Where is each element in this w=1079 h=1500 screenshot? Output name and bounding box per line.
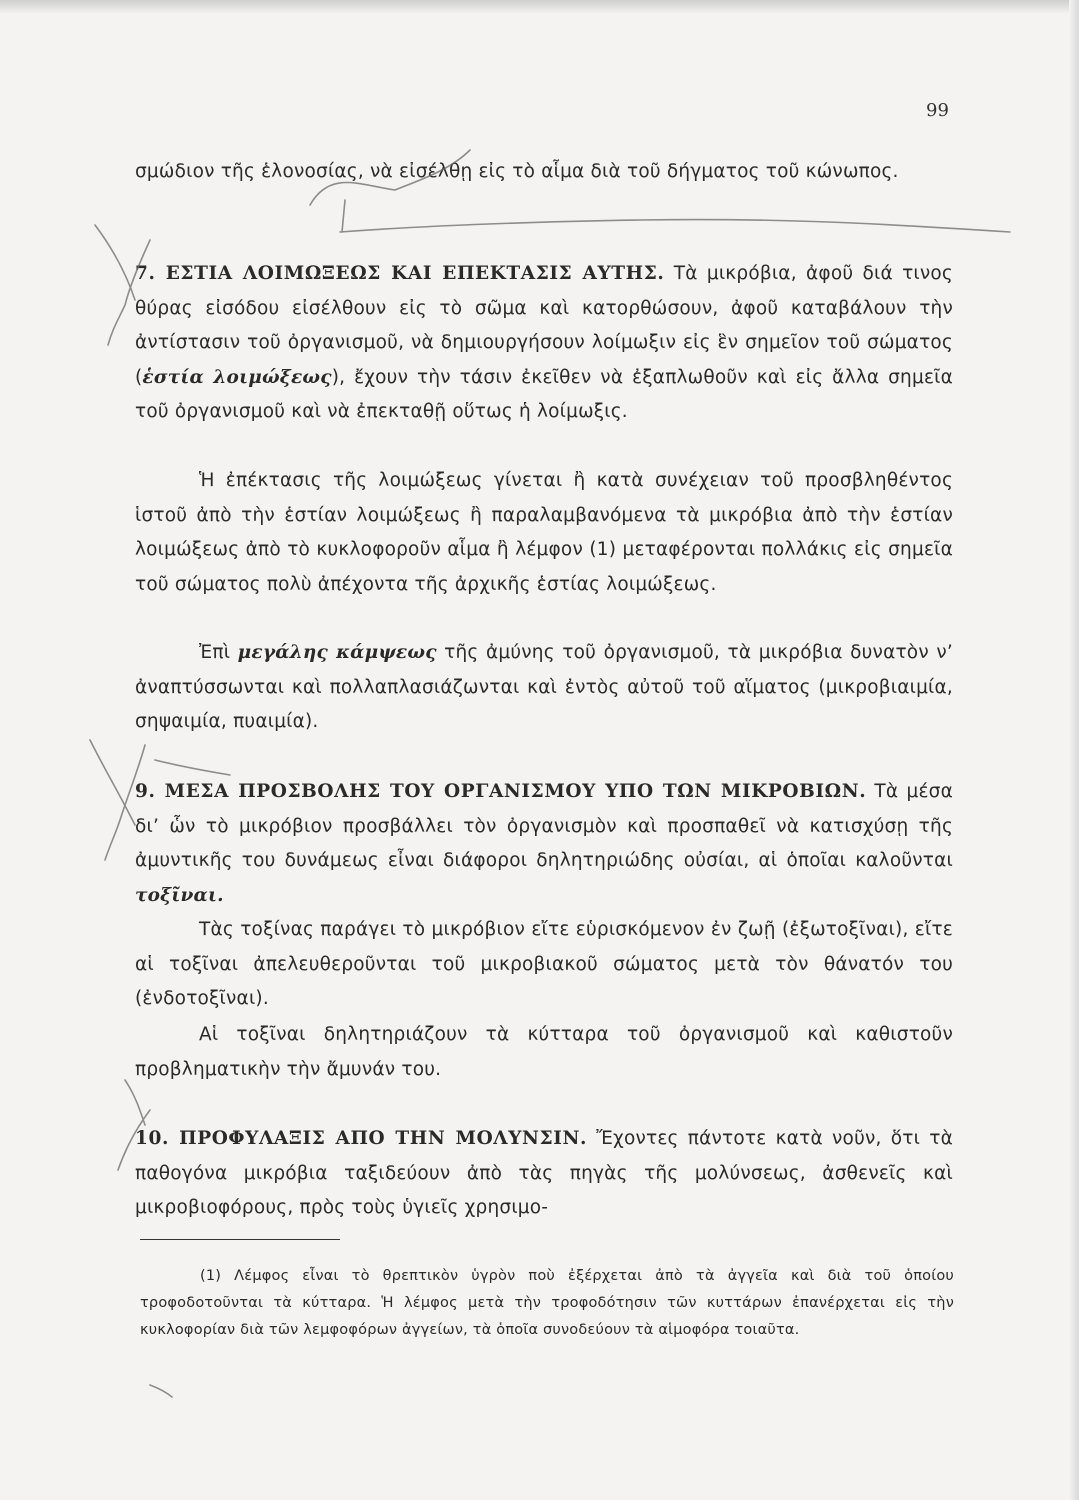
section-9 [135, 775, 953, 913]
section-10-heading: 10. ΠΡΟΦΥΛΑΞΙΣ ΑΠΟ ΤΗΝ ΜΟΛΥΝΣΙΝ. [135, 1128, 588, 1149]
paragraph-weakening [135, 636, 953, 740]
paragraph-text: Ἡ ἐπέκτασις τῆς λοιμώξεως γίνεται ἢ κατὰ συνέχειαν τοῦ προσβληθέντος ἱστοῦ ἀπὸ τὴν ἑστίαν λοιμώξεως ἢ παραλαμβανόμενα τὰ μικρόβια ἀπὸ τὴν ἑστίαν λοιμώξεως ἀπὸ τὸ κυκλοφοροῦν αἷμα ἢ λέμφον (1) μεταφέρονται πολλάκις εἰς σημεῖα τοῦ σώματος πολὺ ἀπέχοντα τῆς ἀρχικῆς ἑστίας λοιμώξεως. [135, 470, 953, 595]
footnote [140, 1263, 954, 1344]
paragraph-text-b: τῆς ἀμύνης τοῦ ὀργανισμοῦ, τὰ μικρόβια δυνατὸν ν’ ἀναπτύσσωνται καὶ πολλαπλασιάζωνται καὶ ἐντὸς αὐτοῦ τοῦ αἵματος (μικροβιαιμία, σηψαιμία, πυαιμία). [135, 642, 953, 732]
scan-top-edge [0, 0, 1079, 14]
section-9-emphasis: τοξῖναι. [135, 884, 224, 906]
pencil-long-stroke [340, 220, 1010, 233]
pencil-stroke [155, 760, 230, 775]
section-7-heading: 7. ΕΣΤΙΑ ΛΟΙΜΩΞΕΩΣ ΚΑΙ ΕΠΕΚΤΑΣΙΣ ΑΥΤΗΣ. [135, 263, 665, 284]
paragraph-toxins-effect [135, 1018, 953, 1087]
section-9-text-a: Τὰ μέσα δι’ ὧν τὸ μικρόβιον προσβάλλει τὸν ὀργανισμὸν καὶ προσπαθεῖ νὰ κατισχύσῃ τῆς ἀμυντικῆς του δυνάμεως εἶναι διάφοροι δηλητηριώδης οὐσίαι, αἱ ὁποῖαι καλοῦνται [135, 781, 953, 871]
pencil-stroke [342, 200, 345, 232]
paragraph-text-a: Ἐπὶ [199, 642, 238, 663]
paragraph-text: σμώδιον τῆς ἑλονοσίας, νὰ εἰσέλθῃ εἰς τὸ αἷμα διὰ τοῦ δήγματος τοῦ κώνωπος. [135, 161, 899, 182]
pencil-stroke [90, 740, 135, 825]
paragraph-toxins [135, 913, 953, 1017]
section-10-text: Ἔχοντες πάντοτε κατὰ νοῦν, ὅτι τὰ παθογόνα μικρόβια ταξιδεύουν ἀπὸ τὰς πηγὰς τῆς μολύνσεως, ἀσθενεῖς καὶ μικροβιοφόρους, πρὸς τοὺς ὑγιεῖς χρησιμο- [135, 1128, 953, 1218]
section-7-emphasis: ἑστία λοιμώξεως [142, 366, 332, 388]
paragraph-emphasis: μεγάλης κάμψεως [237, 642, 437, 663]
section-7 [135, 257, 953, 430]
paragraph-spread [135, 464, 953, 602]
paragraph-text: Τὰς τοξίνας παράγει τὸ μικρόβιον εἴτε εὑρισκόμενον ἐν ζωῇ (ἐξωτοξῖναι), εἴτε αἱ τοξῖναι ἀπελευθεροῦνται τοῦ μικροβιακοῦ σώματος μετὰ τὸν θάνατόν του (ἐνδοτοξῖναι). [135, 919, 953, 1009]
page-number: 99 [926, 100, 949, 121]
paragraph-continuation [135, 155, 953, 190]
paragraph-text: Αἱ τοξῖναι δηλητηριάζουν τὰ κύτταρα τοῦ ὀργανισμοῦ καὶ καθιστοῦν προβληματικὴν τὴν ἄμυνάν του. [135, 1024, 953, 1080]
scan-right-edge [1069, 0, 1079, 1500]
footnote-text: (1) Λέμφος εἶναι τὸ θρεπτικὸν ὑγρὸν ποὺ ἐξέρχεται ἀπὸ τὰ ἀγγεῖα καὶ διὰ τοῦ ὁποίου τροφοδοτοῦνται τὰ κύτταρα. Ἡ λέμφος μετὰ τὴν τροφοδότησιν τῶν κυττάρων ἐπανέρχεται εἰς τὴν κυκλοφορίαν διὰ τῶν λεμφοφόρων ἀγγείων, τὰ ὁποῖα συνοδεύουν τὰ αἱμοφόρα τοιαῦτα. [140, 1268, 954, 1338]
footnote-divider [140, 1239, 340, 1240]
section-10 [135, 1122, 953, 1226]
section-7-text-a: Τὰ μικρόβια, ἀφοῦ διά τινος θύρας εἰσόδου εἰσέλθουν εἰς τὸ σῶμα καὶ κατορθώσουν, ἀφοῦ καταβάλουν τὴν ἀντίστασιν τοῦ ὀργανισμοῦ, νὰ δημιουργήσουν λοίμωξιν εἰς ἓν σημεῖον τοῦ σώματος ( [135, 263, 953, 388]
pencil-stroke [95, 225, 135, 300]
pencil-stroke [150, 1385, 172, 1397]
section-7-text-b: ), ἔχουν τὴν τάσιν ἐκεῖθεν νὰ ἐξαπλωθοῦν καὶ εἰς ἄλλα σημεῖα τοῦ ὀργανισμοῦ καὶ νὰ ἐπεκταθῇ οὕτως ἡ λοίμωξις. [135, 366, 953, 422]
section-9-heading: 9. ΜΕΣΑ ΠΡΟΣΒΟΛΗΣ ΤΟΥ ΟΡΓΑΝΙΣΜΟΥ ΥΠΟ ΤΩΝ ΜΙΚΡΟΒΙΩΝ. [135, 781, 867, 802]
